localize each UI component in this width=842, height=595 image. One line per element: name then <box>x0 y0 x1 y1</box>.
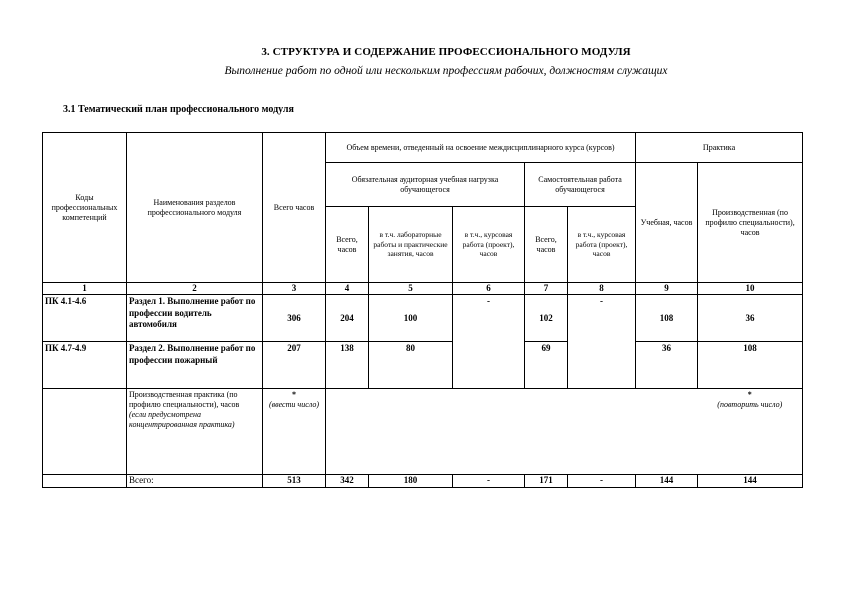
col-number: 1 <box>43 283 127 295</box>
total-row <box>43 475 803 487</box>
col-number: 8 <box>568 283 636 295</box>
row-educational: 36 <box>636 342 698 389</box>
row-lab: 100 <box>369 295 453 342</box>
total-mand-total: 342 <box>326 475 369 487</box>
header-sections: Наименования разделов профессионального модуля <box>127 133 263 283</box>
row-mand-total: 204 <box>326 295 369 342</box>
header-lab: в т.ч. лабораторные работы и практические занятия, часов <box>369 207 453 283</box>
practice-prod-note: (повторить число) <box>717 400 783 410</box>
row-total: 207 <box>263 342 326 389</box>
header-ind-total: Всего, часов <box>525 207 568 283</box>
header-ind-course: в т.ч., курсовая работа (проект), часов <box>568 207 636 283</box>
header-production: Производственная (по профилю специальности), часов <box>698 163 803 283</box>
practice-empty-cell <box>43 389 127 475</box>
row-code: ПК 4.1-4.6 <box>43 295 127 342</box>
col-number: 10 <box>698 283 803 295</box>
document-subtitle: Выполнение работ по одной или нескольким профессиям рабочих, должностям служащих <box>224 65 668 77</box>
header-mandatory: Обязательная аудиторная учебная нагрузка обучающегося <box>326 163 525 207</box>
table-row <box>43 342 803 389</box>
total-empty-cell <box>43 475 127 487</box>
col-number: 6 <box>453 283 525 295</box>
row-educational: 108 <box>636 295 698 342</box>
row-code: ПК 4.7-4.9 <box>43 342 127 389</box>
row-mand-total: 138 <box>326 342 369 389</box>
practice-total-mark: * <box>292 390 296 400</box>
row-production: 36 <box>698 295 803 342</box>
total-total: 513 <box>263 475 326 487</box>
total-label: Всего: <box>127 475 263 487</box>
table-row <box>43 295 803 342</box>
header-educational: Учебная, часов <box>636 163 698 283</box>
col-number: 9 <box>636 283 698 295</box>
practice-total-note: (ввести число) <box>269 400 319 410</box>
row-ind-course: - <box>568 295 636 389</box>
document-title: 3. СТРУКТУРА И СОДЕРЖАНИЕ ПРОФЕССИОНАЛЬНОГО МОДУЛЯ <box>261 46 631 58</box>
header-course: в т.ч., курсовая работа (проект), часов <box>453 207 525 283</box>
total-educational: 144 <box>636 475 698 487</box>
section-heading: 3.1 Тематический план профессионального модуля <box>63 104 294 115</box>
row-ind-total: 102 <box>525 295 568 342</box>
row-name: Раздел 2. Выполнение работ по профессии пожарный <box>127 342 263 389</box>
row-lab: 80 <box>369 342 453 389</box>
col-number: 2 <box>127 283 263 295</box>
row-ind-total: 69 <box>525 342 568 389</box>
header-practice: Практика <box>636 133 803 163</box>
total-ind-total: 171 <box>525 475 568 487</box>
header-total: Всего часов <box>263 133 326 283</box>
practice-merged-cell <box>326 389 698 475</box>
practice-row <box>43 389 803 475</box>
col-number: 3 <box>263 283 326 295</box>
col-number: 5 <box>369 283 453 295</box>
header-independent: Самостоятельная работа обучающегося <box>525 163 636 207</box>
col-number: 7 <box>525 283 568 295</box>
row-total: 306 <box>263 295 326 342</box>
header-mand-total: Всего, часов <box>326 207 369 283</box>
total-course: - <box>453 475 525 487</box>
total-ind-course: - <box>568 475 636 487</box>
total-production: 144 <box>698 475 803 487</box>
practice-name: Производственная практика (по профилю специальности), часов <box>129 390 240 410</box>
row-name: Раздел 1. Выполнение работ по профессии водитель автомобиля <box>127 295 263 342</box>
practice-note: (если предусмотрена концентрированная практика) <box>129 410 235 430</box>
thematic-plan-table <box>42 132 803 488</box>
header-codes: Коды профессиональных компетенций <box>43 133 127 283</box>
row-production: 108 <box>698 342 803 389</box>
row-course: - <box>453 295 525 389</box>
header-volume: Объем времени, отведенный на освоение междисциплинарного курса (курсов) <box>326 133 636 163</box>
practice-prod-mark: * <box>747 390 752 400</box>
total-lab: 180 <box>369 475 453 487</box>
col-number: 4 <box>326 283 369 295</box>
